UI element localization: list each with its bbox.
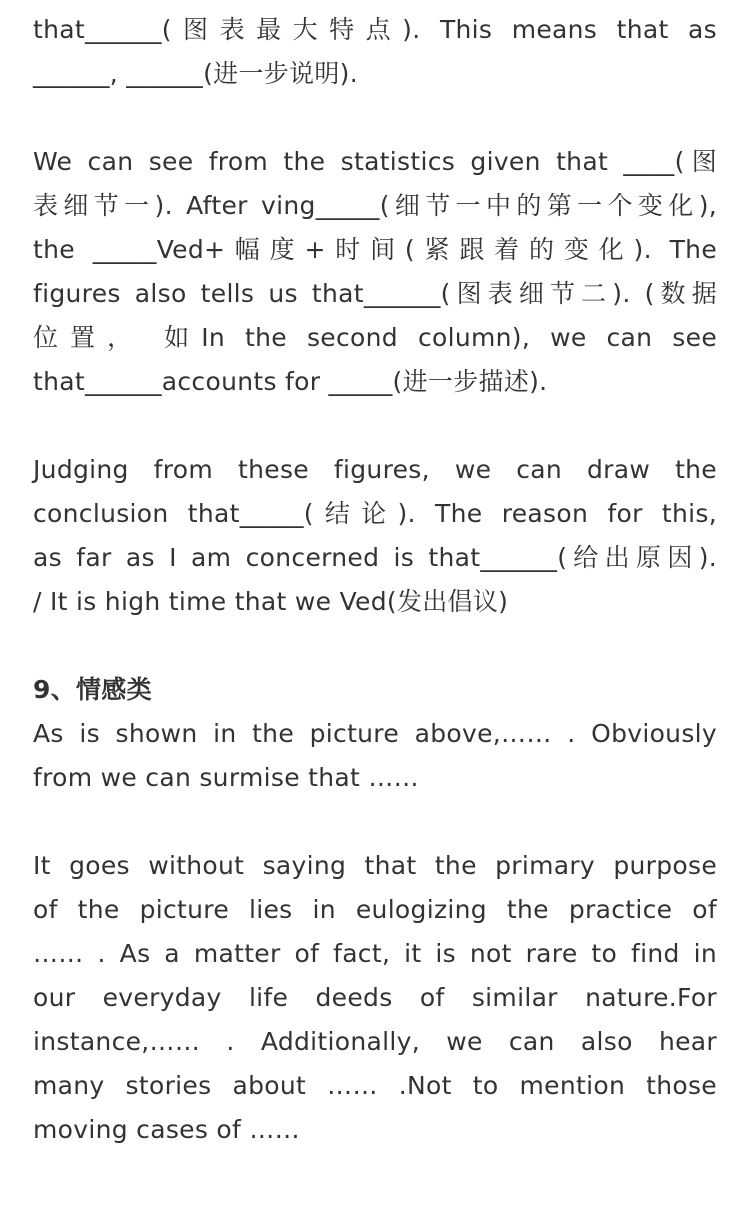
paragraph-line: 位置， 如In the second column), we can see [33,323,717,352]
paragraph-line: our everyday life deeds of similar nature.For [33,983,717,1012]
paragraph-line: / It is high time that we Ved(发出倡议) [33,587,509,616]
paragraph-line: ______, ______(进一步说明). [33,59,358,88]
paragraph-line: that______accounts for _____(进一步描述). [33,367,548,396]
paragraph-line: from we can surmise that …… [33,763,419,792]
paragraph-line: moving cases of …… [33,1115,300,1144]
paragraph-line: the _____Ved+幅度+时间(紧跟着的变化). The [33,235,717,264]
section-heading: 9、情感类 [33,675,152,704]
paragraph-line: 表细节一). After ving_____(细节一中的第一个变化), [33,191,717,220]
paragraph-line: It goes without saying that the primary purpose [33,851,717,880]
paragraph-line: figures also tells us that______(图表细节二). (数据 [33,279,717,308]
paragraph-line: that______(图表最大特点). This means that as [33,15,717,44]
paragraph-line: …… . As a matter of fact, it is not rare to find in [33,939,717,968]
paragraph-line: of the picture lies in eulogizing the practice of [33,895,717,924]
paragraph-line: as far as I am concerned is that______(给出原因). [33,543,717,572]
paragraph-line: Judging from these figures, we can draw the [33,455,717,484]
paragraph-line: conclusion that_____(结论). The reason for this, [33,499,717,528]
paragraph-line: As is shown in the picture above,…… . Obviously [33,719,717,748]
paragraph-line: many stories about …… .Not to mention those [33,1071,717,1100]
paragraph-line: instance,…… . Additionally, we can also hear [33,1027,717,1056]
paragraph-line: We can see from the statistics given that ____(图 [33,147,717,176]
